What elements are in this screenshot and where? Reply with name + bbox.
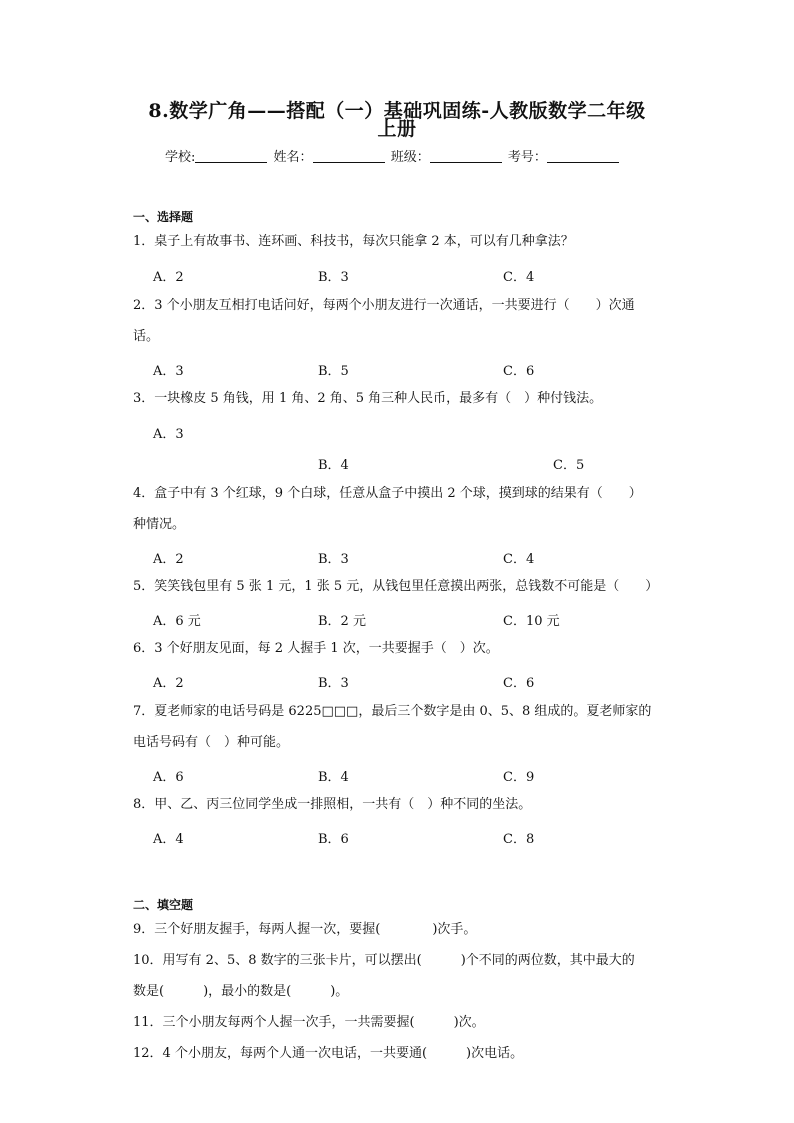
student-info-row xyxy=(165,146,621,165)
question-6: 6．3 个好朋友见面，每 2 人握手 1 次，一共要握手（ ）次。 xyxy=(133,641,499,656)
id-label: 考号： xyxy=(507,150,547,165)
option-b[interactable]: B．4 xyxy=(318,458,349,473)
option-a[interactable]: A．3 xyxy=(153,364,184,379)
option-c[interactable]: C．6 xyxy=(503,676,535,691)
question-10: 10．用写有 2、5、8 数字的三张卡片，可以摆出( )个不同的两位数，其中最大的 xyxy=(133,953,635,968)
option-b[interactable]: B．3 xyxy=(318,552,349,567)
question-4-cont: 种情况。 xyxy=(133,517,186,532)
option-c[interactable]: C．4 xyxy=(503,270,535,285)
question-2-cont: 话。 xyxy=(133,329,160,344)
option-b[interactable]: B．5 xyxy=(318,364,349,379)
question-7: 7．夏老师家的电话号码是 6225□□□，最后三个数字是由 0、5、8 组成的。夏老师家的 xyxy=(133,704,652,719)
option-c[interactable]: C．8 xyxy=(503,832,535,847)
question-2: 2．3 个小朋友互相打电话问好，每两个小朋友进行一次通话，一共要进行（ ）次通 xyxy=(133,298,635,313)
class-blank[interactable] xyxy=(430,150,502,163)
option-a[interactable]: A．2 xyxy=(153,676,184,691)
page-title: 8.数学广角——搭配（一）基础巩固练-人教版数学二年级 xyxy=(148,100,646,122)
option-a[interactable]: A．2 xyxy=(153,552,184,567)
section-heading-fill: 二、填空题 xyxy=(133,898,194,912)
option-b[interactable]: B．2 元 xyxy=(318,614,366,629)
option-b[interactable]: B．6 xyxy=(318,832,349,847)
question-9: 9．三个好朋友握手，每两人握一次，要握( )次手。 xyxy=(133,922,477,937)
question-4: 4．盒子中有 3 个红球，9 个白球，任意从盒子中摸出 2 个球，摸到球的结果有（ ） xyxy=(133,486,642,501)
option-a[interactable]: A．6 xyxy=(153,770,184,785)
option-c[interactable]: C．9 xyxy=(503,770,535,785)
class-label: 班级： xyxy=(390,150,430,165)
question-1: 1．桌子上有故事书、连环画、科技书，每次只能拿 2 本，可以有几种拿法？ xyxy=(133,234,574,249)
option-c[interactable]: C．5 xyxy=(553,458,585,473)
question-11: 11．三个小朋友每两个人握一次手，一共需要握( )次。 xyxy=(133,1015,485,1030)
school-blank[interactable] xyxy=(195,150,267,163)
school-label: 学校: xyxy=(165,150,196,165)
option-a[interactable]: A．6 元 xyxy=(153,614,201,629)
question-8: 8．甲、乙、丙三位同学坐成一排照相，一共有（ ）种不同的坐法。 xyxy=(133,797,532,812)
option-a[interactable]: A．3 xyxy=(153,427,184,442)
option-b[interactable]: B．3 xyxy=(318,270,349,285)
name-label: 姓名： xyxy=(273,150,313,165)
option-b[interactable]: B．3 xyxy=(318,676,349,691)
option-b[interactable]: B．4 xyxy=(318,770,349,785)
option-c[interactable]: C．6 xyxy=(503,364,535,379)
question-10-cont: 数是( )，最小的数是( )。 xyxy=(133,984,349,999)
page-title-line2: 上册 xyxy=(377,118,417,140)
question-3: 3．一块橡皮 5 角钱，用 1 角、2 角、5 角三种人民币，最多有（ ）种付钱法。 xyxy=(133,391,603,406)
question-7-cont: 电话号码有（ ）种可能。 xyxy=(133,735,290,750)
option-c[interactable]: C．4 xyxy=(503,552,535,567)
section-heading-choice: 一、选择题 xyxy=(133,210,194,224)
question-5: 5．笑笑钱包里有 5 张 1 元，1 张 5 元，从钱包里任意摸出两张，总钱数不可能是（ ） xyxy=(133,579,659,594)
id-blank[interactable] xyxy=(547,150,619,163)
question-12: 12．4 个小朋友，每两个人通一次电话，一共要通( )次电话。 xyxy=(133,1046,524,1061)
option-a[interactable]: A．4 xyxy=(153,832,184,847)
name-blank[interactable] xyxy=(313,150,385,163)
option-c[interactable]: C．10 元 xyxy=(503,614,560,629)
option-a[interactable]: A．2 xyxy=(153,270,184,285)
